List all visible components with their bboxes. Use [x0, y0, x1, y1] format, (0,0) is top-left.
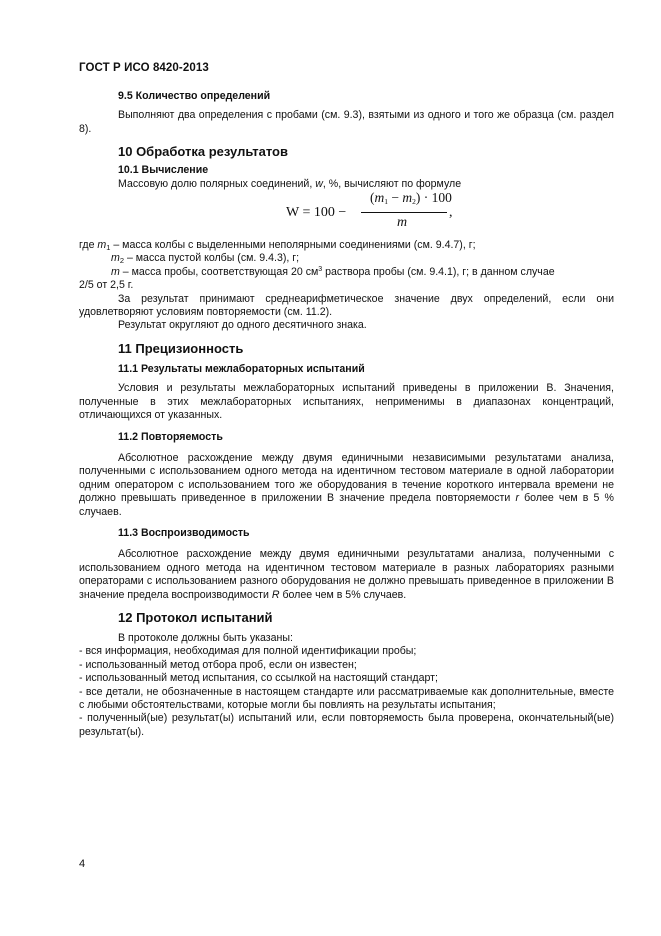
where-m-sup: 3	[318, 265, 323, 273]
page-number: 4	[79, 858, 86, 870]
where-m2-line	[79, 252, 614, 265]
section-10-title: 10 Обработка результатов	[118, 144, 288, 160]
section-9-5-title: 9.5 Количество определений	[118, 90, 271, 102]
formula-intro-w-symbol: w	[315, 177, 323, 190]
section-11-1-text: Условия и результаты межлабораторных испытаний приведены в приложении В. Значения, полученные в этих межлабораторных испытаниях, неприменимы в диапазонах концентраций, отличающихся от указанных.	[79, 382, 614, 422]
where-m2-text: – масса пустой колбы (см. 9.4.3), г;	[124, 252, 300, 265]
formula-num-open: (	[370, 190, 375, 206]
section-11-1-title: 11.1 Результаты межлабораторных испытаний	[118, 362, 365, 375]
protocol-item: - использованный метод испытания, со ссылкой на настоящий стандарт;	[79, 672, 438, 685]
formula-intro	[79, 178, 614, 191]
formula-num-m1-sub: 1	[384, 197, 388, 207]
formula-num-close: ) · 100	[415, 190, 452, 206]
section-11-title: 11 Прецизионность	[118, 340, 244, 356]
result-definition-text: За результат принимают среднеарифметическое значение двух определений, если они удовлетворяют условиям повторяемости (см. 11.2).	[79, 292, 614, 319]
formula-num-m2-sub: 2	[412, 197, 416, 207]
formula-num-m2: m	[402, 190, 413, 206]
protocol-item: - вся информация, необходимая для полной идентификации пробы;	[79, 645, 417, 658]
formula-intro-a: Массовую долю полярных соединений,	[118, 177, 316, 190]
section-12-title: 12 Протокол испытаний	[118, 609, 273, 625]
where-m1-symbol: m	[97, 239, 107, 252]
where-m-continuation: 2/5 от 2,5 г.	[79, 279, 134, 292]
where-m1-line	[79, 239, 614, 252]
document-code-header: ГОСТ Р ИСО 8420-2013	[79, 62, 209, 74]
reproducibility-symbol: R	[271, 588, 280, 601]
formula-numerator	[370, 190, 452, 207]
formula-lhs: W = 100 −	[286, 205, 347, 221]
where-lead: где	[79, 239, 98, 252]
protocol-item: - все детали, не обозначенные в настоящем стандарте или рассматриваемые как дополнительные, вместе с любыми обстоятельствами, которые могли бы повлиять на результаты испытания;	[79, 685, 614, 711]
section-11-2-title: 11.2 Повторяемость	[118, 430, 223, 443]
rounding-text: Результат округляют до одного десятичного знака.	[118, 319, 367, 332]
section-10-1-title: 10.1 Вычисление	[118, 164, 209, 177]
formula-intro-b: , %, вычисляют по формуле	[322, 177, 462, 190]
section-11-2-text	[79, 452, 614, 519]
where-m-text-b: раствора пробы (см. 9.4.1), г; в данном случае	[322, 265, 555, 278]
where-m1-sub: 1	[106, 243, 111, 253]
formula-denominator: m	[397, 215, 408, 231]
where-m-line	[79, 266, 614, 279]
protocol-intro: В протоколе должны быть указаны:	[118, 631, 293, 644]
where-m2-symbol: m	[111, 252, 120, 265]
protocol-item: - использованный метод отбора проб, если он известен;	[79, 658, 357, 671]
section-9-5-text: Выполняют два определения с пробами (см. 9.3), взятыми из одного и того же образца (см. раздел 8).	[79, 109, 614, 135]
polar-compounds-formula	[79, 190, 614, 237]
section-11-2-text-b: более чем в 5 % случаев.	[79, 492, 614, 518]
protocol-item: - полученный(ые) результат(ы) испытаний или, если повторяемость была проверена, окончательный(ые) результат(ы).	[79, 712, 614, 738]
formula-num-minus: −	[388, 190, 403, 206]
section-11-2-text-a: Абсолютное расхождение между двумя единичными независимыми результатами анализа, полученными с использованием одного метода на идентичном тестовом материале в одной лаборатории одним оператором с использованием того же оборудования в течение короткого интервала времени не должно превышать приведенное в приложении В значение предела повторяемости	[79, 451, 614, 505]
formula-trailing-comma: ,	[449, 205, 453, 221]
section-11-3-title: 11.3 Воспроизводимость	[118, 526, 250, 539]
section-11-3-text-a: Абсолютное расхождение между двумя единичными результатами анализа, полученными с использованием одного метода на идентичном тестовом материале в разных лабораториях разными операторами с использованием разного оборудования не должно превышать приведенное в приложении В значение предела воспроизводимости	[79, 548, 614, 601]
formula-num-m1: m	[374, 190, 385, 206]
section-11-3-text	[79, 548, 614, 602]
section-11-3-text-b: более чем в 5% случаев.	[279, 588, 407, 601]
where-m-text-a: – масса пробы, соответствующая 20 см	[119, 265, 319, 278]
where-m2-sub: 2	[119, 256, 124, 266]
repeatability-symbol: r	[515, 492, 519, 505]
fraction-bar	[361, 212, 447, 213]
page-content	[79, 90, 614, 739]
where-m-symbol: m	[111, 265, 120, 278]
where-m1-text: – масса колбы с выделенными неполярными соединениями (см. 9.4.7), г;	[110, 239, 476, 252]
